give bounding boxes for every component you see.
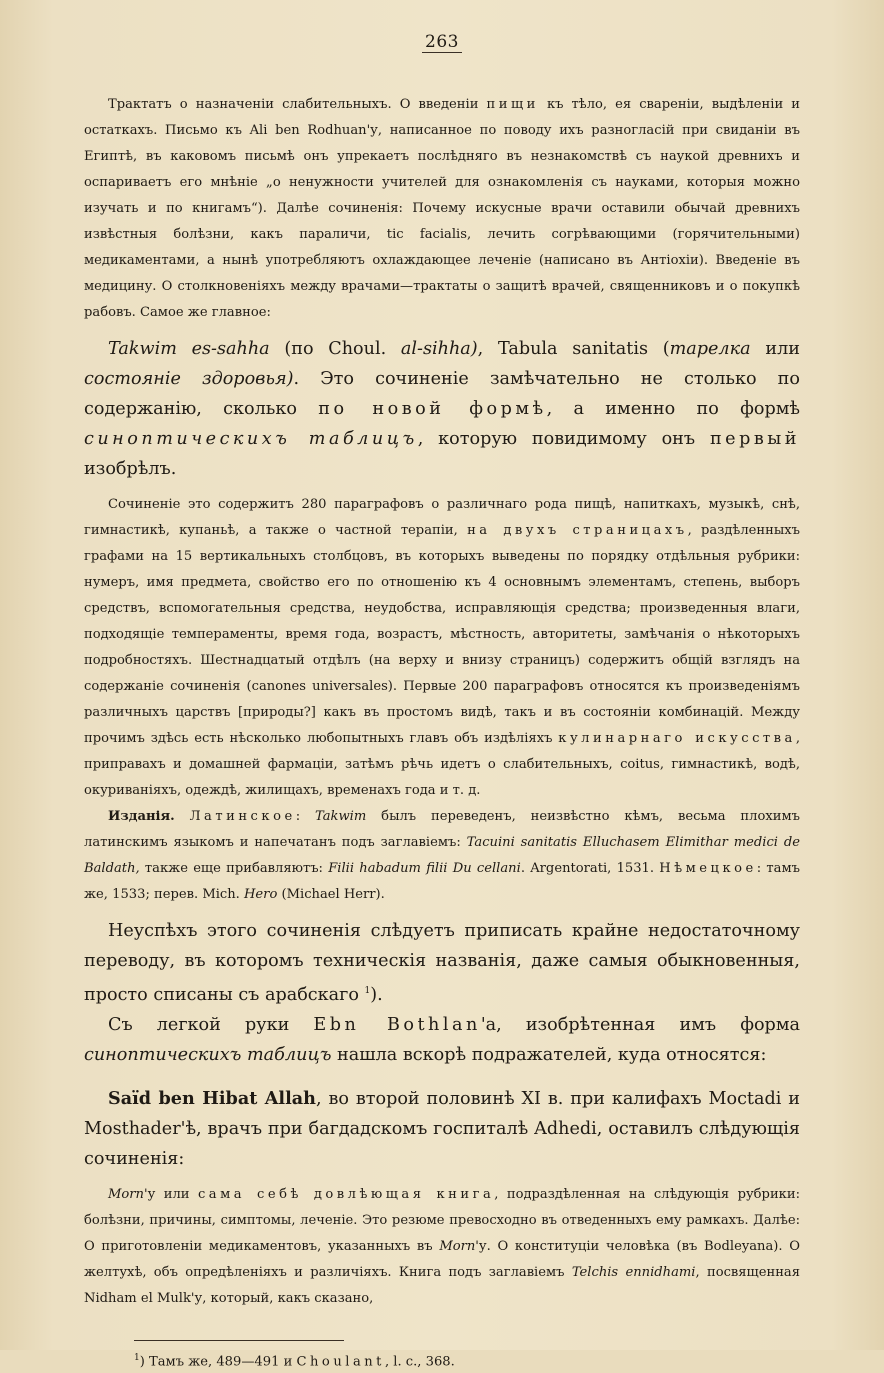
paragraph-morn: Morn'у или сама себѣ довлѣющая книга, подраздѣленная на слѣдующія рубрики: болѣзни, причины, симптомы, леченіе. Это резюме превосходно въ отведенныхъ ему рамкахъ. Далѣе: О приготовленіи медикаментовъ, указанныхъ въ Morn'у. О конституціи человѣка (въ Bodleyana). О желтухѣ, объ опредѣленіяхъ и различіяхъ. Книга подъ заглавіемъ Telchis ennidhami, посвященная Nidham el Mulk'у, который, какъ сказано, <box>84 1186 801 1306</box>
paragraph-takwim: Takwim es-sahha (по Choul. al-sihha), Tabula sanitatis (тарелка или состояніе здоровья). Это сочиненіе замѣчательно не столько по содержанію, сколько по новой формѣ, а именно по формѣ синоптическихъ таблицъ, которую повидимому онъ первый изобрѣлъ. <box>84 339 800 479</box>
footnote-marker: 1 <box>364 986 371 996</box>
paragraph-editions: Изданія. Латинское: Takwim былъ переведенъ, неизвѣстно кѣмъ, весьма плохимъ латинскимъ языкомъ и напечатанъ подъ заглавіемъ: Tacuini sanitatis Elluchasem Elimithar medici de Baldath, также еще прибавляютъ: Filii habadum filii Du cellani. Argentorati, 1531. Нѣмецкое: тамъ же, 1533; перев. Mich. Hero (Michael Herr). <box>84 809 801 902</box>
paragraph-contents: Сочиненіе это содержитъ 280 параграфовъ о различнаго рода пищѣ, напиткахъ, музыкѣ, снѣ, гимнастикѣ, купаньѣ, а также о частной терапіи, на двухъ страницахъ, раздѣленныхъ графами на 15 вертикальныхъ столбцовъ, въ которыхъ выведены по порядку отдѣльныя рубрики: нумеръ, имя предмета, свойство его по отношенію къ 4 основнымъ элементамъ, степень, выборъ средствъ, вспомогательныя средства, неудобства, исправляющія средства; произведенныя влаги, подходящіе темпераменты, время года, возрастъ, мѣстность, авторитеты, замѣчанія о нѣкоторыхъ подробностяхъ. Шестнадцатый отдѣлъ (на верху и внизу страницъ) содержитъ общій взглядъ на содержаніе сочиненія (canones universales). Первые 200 параграфовъ относятся къ произведеніямъ различныхъ царствъ [природы?] какъ въ простомъ видѣ, такъ и въ состояніи комбинацій. Между прочимъ здѣсь есть нѣсколько любопытныхъ главъ объ издѣліяхъ кулинарнаго искусства, приправахъ и домашней фармаціи, затѣмъ рѣчь идетъ о слабительныхъ, coitus, гимнастикѣ, водѣ, окуриваніяхъ, одеждѣ, жилищахъ, временахъ года и т. д. <box>84 497 800 798</box>
paragraph-said: Saïd ben Hibat Allah, во второй половинѣ XI в. при калифахъ Moctadi и Mosthader'ѣ, врачъ при багдадскомъ госпиталѣ Adhedi, оставилъ слѣдующія сочиненія: <box>84 1087 800 1169</box>
footnote: $^1$) Тамъ же, 489—491 и Choulant, l. c., 368. <box>134 1352 455 1370</box>
paragraph-failure: Неуспѣхъ этого сочиненія слѣдуетъ приписать крайне недостаточному переводу, въ которомъ техническія названія, даже самыя обыкновенныя, просто списаны съ арабскаго $^1$). <box>84 921 800 1005</box>
paragraph-treatises: Трактатъ о назначеніи слабительныхъ. О введеніи пищи къ тѣло, ея свареніи, выдѣленіи и остаткахъ. Письмо къ Ali ben Rodhuan'у, написанное по поводу ихъ разногласій при свиданіи въ Египтѣ, въ каковомъ письмѣ онъ упрекаетъ послѣдняго въ незнакомствѣ съ наукой древнихъ и оспариваетъ его мнѣніе „о ненужности учителей для ознакомленія съ науками, которыя можно изучать и по книгамъ“). Далѣе сочиненія: Почему искусные врачи оставили обычай древнихъ извѣстныя болѣзни, какъ параличи, tic facialis, лечить согрѣвающими (горячительными) медикаментами, а нынѣ употребляютъ охлаждающее леченіе (написано въ Антіохіи). Введеніе въ медицину. О столкновеніяхъ между врачами—трактаты о защитѣ врачей, священниковъ и о покупкѣ рабовъ. Самое же главное: <box>84 97 800 320</box>
paragraph-imitators: Съ легкой руки Ebn Bothlan'a, изобрѣтенная имъ форма синоптическихъ таблицъ нашла вскорѣ подражателей, куда относятся: <box>84 1014 800 1065</box>
footnote-divider <box>134 1340 344 1341</box>
page-number: 263 <box>84 32 800 52</box>
